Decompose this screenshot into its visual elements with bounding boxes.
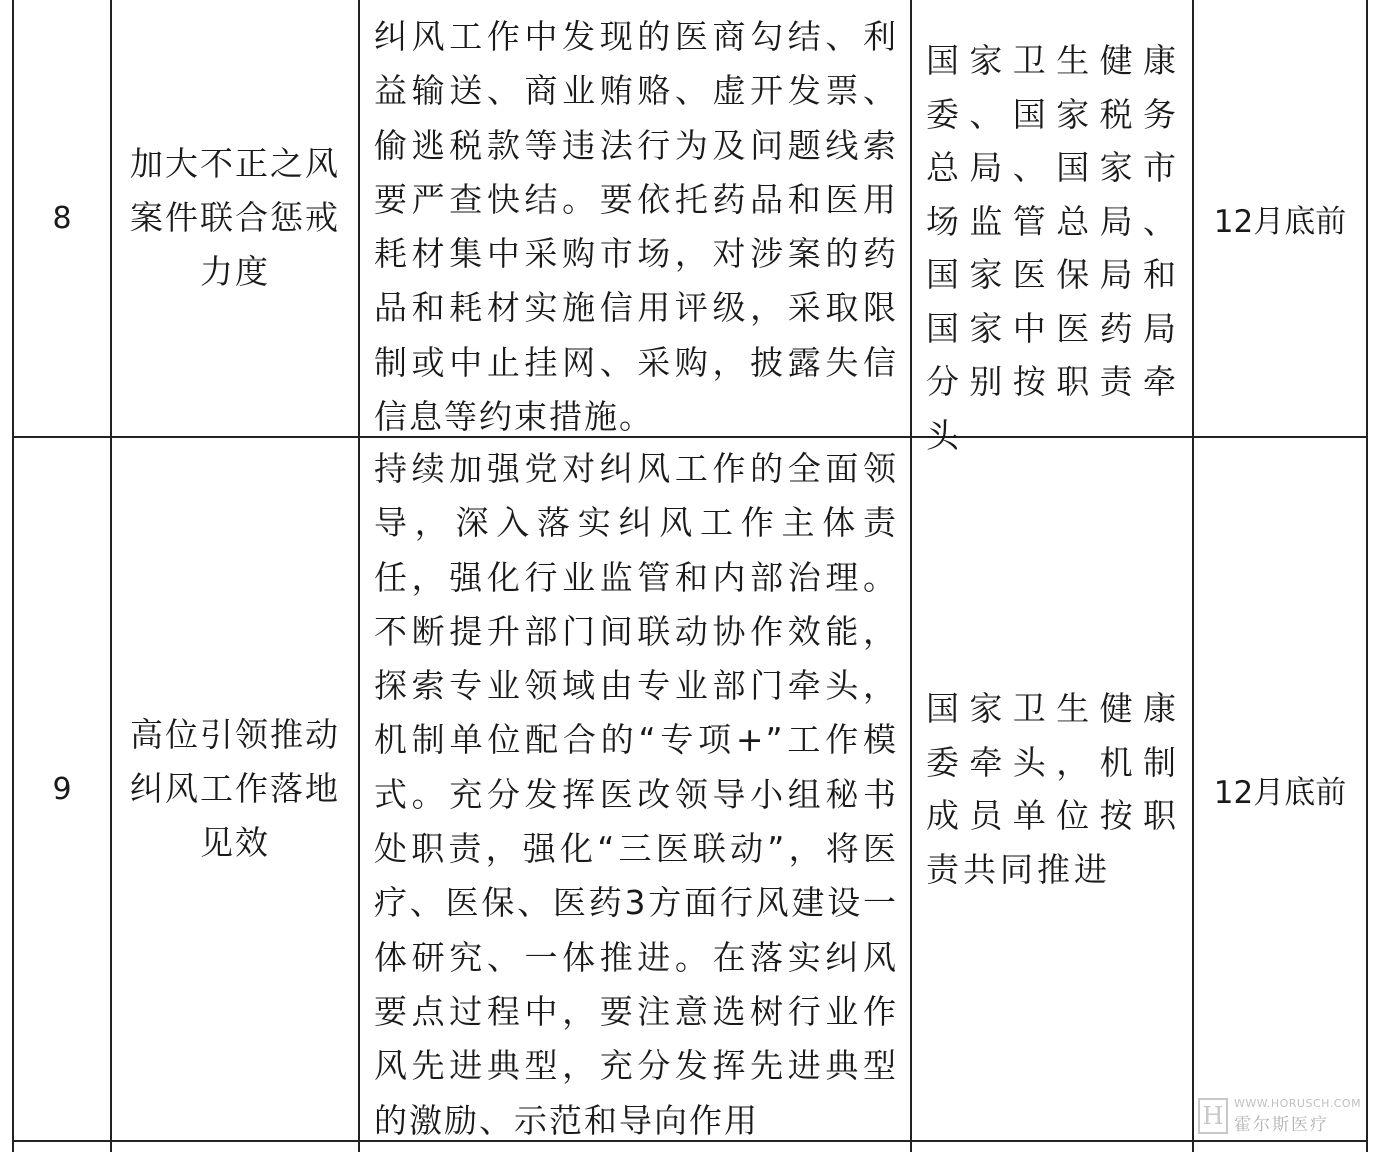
watermark-logo-icon: H: [1198, 1098, 1228, 1134]
row-title-cell: [130, 438, 340, 1140]
row-number: 8: [52, 200, 72, 236]
row-content-cell: [374, 10, 898, 437]
row-deadline: 12月底前: [1213, 774, 1347, 811]
table-border-col2: [358, 0, 360, 1152]
watermark-name: 霍尔斯医疗: [1234, 1115, 1329, 1135]
row-content-cell: [374, 442, 898, 1140]
table-border-col1: [110, 0, 112, 1152]
watermark: [1198, 1096, 1368, 1136]
watermark-text: [1234, 1097, 1361, 1135]
row-department-cell: [926, 34, 1180, 455]
watermark-url: WWW.HORUSCH.COM: [1234, 1097, 1362, 1110]
row-department-cell: [926, 438, 1180, 1140]
table-border-col3: [910, 0, 912, 1152]
row-department: 国家卫生健康委牵头，机制成员单位按职责共同推进: [926, 689, 1180, 889]
row-department: 国家卫生健康委、国家税务总局、国家市场监管总局、国家医保局和国家中医药局分别按职责牵头: [926, 41, 1180, 455]
row-title-cell: [130, 0, 340, 436]
row-content: 纠风工作中发现的医商勾结、利益输送、商业贿赂、虚开发票、偷逃税款等违法行为及问题线索要严查快结。要依托药品和医用耗材集中采购市场，对涉案的药品和耗材实施信用评级，采取限制或中止挂网、采购，披露失信信息等约束措施。: [374, 17, 898, 437]
row-deadline: 12月底前: [1213, 203, 1347, 240]
table-border-right: [1366, 0, 1368, 1152]
row-title: 加大不正之风案件联合惩戒力度: [130, 144, 340, 291]
row-title: 高位引领推动纠风工作落地见效: [130, 715, 340, 862]
row-content: 持续加强党对纠风工作的全面领导，深入落实纠风工作主体责任，强化行业监管和内部治理。不断提升部门间联动协作效能，探索专业领域由专业部门牵头，机制单位配合的“专项+”工作模式。充分发挥医改领导小组秘书处职责，强化“三医联动”，将医疗、医保、医药3方面行风建设一体研究、一体推进。在落实纠风要点过程中，要注意选树行业作风先进典型，充分发挥先进典型的激励、示范和导向作用: [374, 449, 898, 1140]
row-number: 9: [52, 771, 72, 807]
